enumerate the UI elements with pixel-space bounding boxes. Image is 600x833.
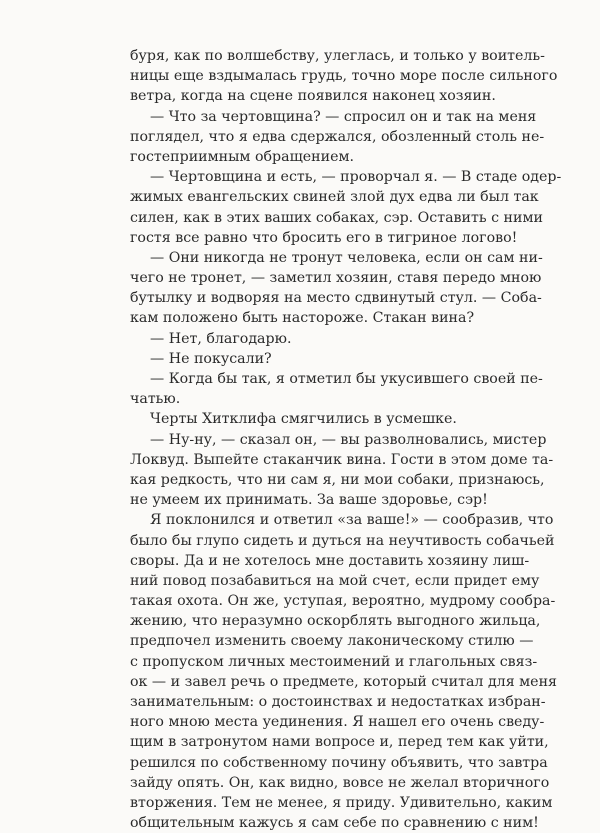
text-line: с пропуском личных местоимений и глагольных связ-	[130, 653, 538, 670]
text-line: — Что за чертовщина? — спросил он и так на меня	[150, 108, 537, 125]
text-line: буря, как по волшебству, улеглась, и только у воитель-	[130, 48, 545, 64]
text-line: бутылку и водворяя на место сдвинутый стул. — Соба-	[130, 290, 542, 307]
text-line: — Нет, благодарю.	[150, 330, 292, 347]
text-line: силен, как в этих ваших собаках, сэр. Оставить с ними	[130, 209, 543, 226]
text-line: щим в затронутом нами вопросе и, перед тем как уйти,	[130, 734, 549, 751]
text-line: ницы еще вздымалась грудь, точно море после сильного	[130, 68, 558, 85]
text-line: ний повод позабавиться на мой счет, если придет ему	[130, 572, 540, 589]
text-line: такая охота. Он же, уступая, вероятно, мудрому сообра-	[130, 593, 556, 610]
text-line: было бы глупо сидеть и дуться на неучтивость собачьей	[130, 532, 555, 549]
text-line: решился по собственному почину объявить, что завтра	[130, 754, 548, 771]
text-line: не умеем их принимать. За ваше здоровье, сэр!	[130, 492, 488, 509]
text-line: ок — и завел речь о предмете, который считал для меня	[130, 673, 557, 690]
text-line: занимательным: о достоинствах и недостатках избран-	[130, 694, 546, 710]
text-line: — Когда бы так, я отметил бы укусившего своей пе-	[150, 371, 543, 387]
text-line: Локвуд. Выпейте стаканчик вина. Гости в этом доме та-	[130, 451, 554, 468]
text-line: поглядел, что я едва сдержался, обозленный столь не-	[130, 128, 545, 145]
text-line: ветра, когда на сцене появился наконец хозяин.	[130, 88, 496, 105]
text-line: ного мною места уединения. Я нашел его очень сведу-	[130, 714, 545, 731]
text-line: зайду опять. Он, как видно, вовсе не желал вторичного	[130, 774, 550, 791]
text-line: гостеприимным обращением.	[130, 148, 355, 165]
text-line: — Они никогда не тронут человека, если он сам ни-	[150, 249, 543, 266]
text-line: Черты Хитклифа смягчились в усмешке.	[150, 411, 457, 428]
text-line: — Ну-ну, — сказал он, — вы разволновались, мистер	[150, 431, 547, 448]
text-line: жимых евангельских свиней злой дух едва ли был так	[130, 189, 539, 206]
text-line: кая редкость, что ни сам я, ни мои собаки, признаюсь,	[130, 471, 545, 488]
text-line: — Не покусали?	[150, 350, 272, 367]
text-line: общительным кажусь я сам себе по сравнению с ним!	[130, 815, 539, 832]
text-line: — Чертовщина и есть, — проворчал я. — В стаде одер-	[150, 169, 562, 186]
page-text	[130, 46, 562, 833]
text-line: кам положено быть настороже. Стакан вина?	[130, 310, 475, 327]
text-line: вторжения. Тем не менее, я приду. Удивительно, каким	[130, 794, 553, 811]
text-line: Я поклонился и ответил «за ваше!» — сообразив, что	[150, 512, 554, 529]
text-line: чатью.	[130, 391, 181, 408]
text-line: чего не тронет, — заметил хозяин, ставя передо мною	[130, 270, 542, 287]
text-line: предпочел изменить своему лаконическому стилю —	[130, 633, 534, 650]
text-line: жению, что неразумно оскорблять выгодного жильца,	[130, 613, 541, 630]
text-line: своры. Да и не хотелось мне доставить хозяину лиш-	[130, 552, 530, 569]
text-line: гостя все равно что бросить его в тигриное логово!	[130, 229, 518, 246]
